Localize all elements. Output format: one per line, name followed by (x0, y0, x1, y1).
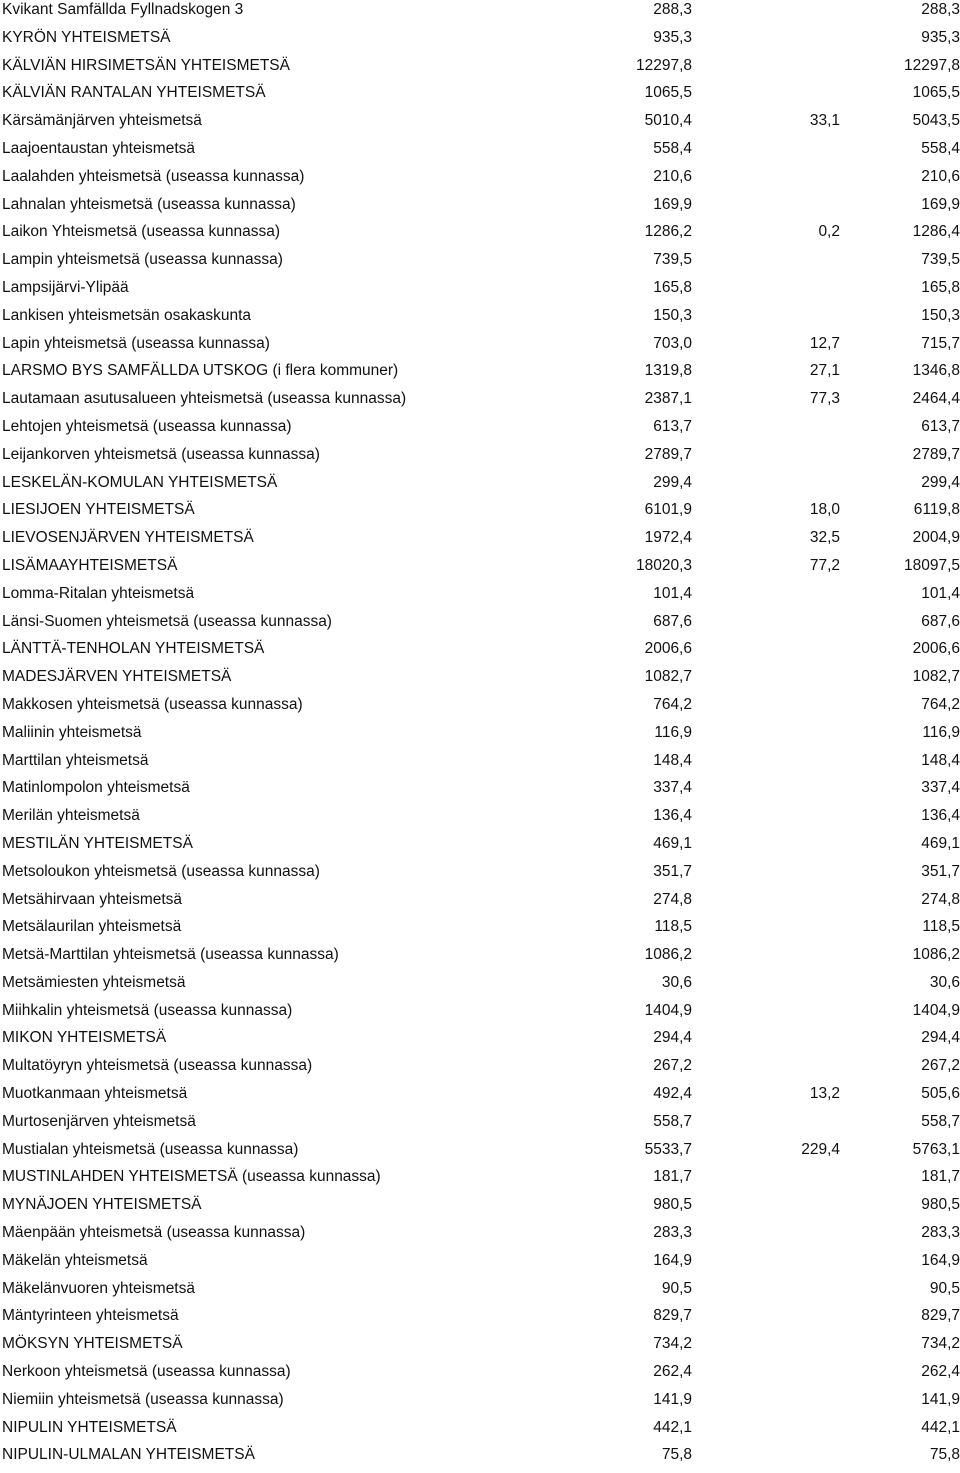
row-value-1: 1286,2 (644, 223, 692, 241)
table-row (0, 306, 960, 334)
row-total: 274,8 (921, 890, 960, 908)
row-name: MADESJÄRVEN YHTEISMETSÄ (2, 668, 232, 686)
row-total: 558,4 (921, 139, 960, 157)
row-value-1: 1082,7 (644, 668, 692, 686)
table-row (0, 862, 960, 890)
row-total: 5043,5 (912, 112, 960, 130)
table-row (0, 584, 960, 612)
row-value-1: 351,7 (653, 862, 692, 880)
row-name: NIPULIN YHTEISMETSÄ (2, 1418, 177, 1436)
row-name: LARSMO BYS SAMFÄLLDA UTSKOG (i flera kommuner) (2, 362, 399, 380)
row-value-1: 141,9 (653, 1390, 692, 1408)
table-row (0, 945, 960, 973)
row-value-1: 734,2 (653, 1335, 692, 1353)
table-row (0, 500, 960, 528)
table-row (0, 778, 960, 806)
row-name: LESKELÄN-KOMULAN YHTEISMETSÄ (2, 473, 278, 491)
row-value-1: 30,6 (661, 973, 692, 991)
table-row (0, 56, 960, 84)
row-value-1: 5010,4 (644, 112, 692, 130)
table-row (0, 1279, 960, 1307)
row-value-2: 27,1 (809, 362, 840, 380)
row-value-1: 1319,8 (644, 362, 692, 380)
row-name: Metsähirvaan yhteismetsä (2, 890, 183, 908)
row-name: Lampin yhteismetsä (useassa kunnassa) (2, 251, 283, 269)
row-total: 181,7 (921, 1168, 960, 1186)
row-name: Makkosen yhteismetsä (useassa kunnassa) (2, 695, 303, 713)
row-value-1: 442,1 (653, 1418, 692, 1436)
row-value-2: 33,1 (809, 112, 840, 130)
table-row (0, 167, 960, 195)
row-total: 505,6 (921, 1085, 960, 1103)
row-name: Lankisen yhteismetsän osakaskunta (2, 306, 252, 324)
row-value-1: 18020,3 (635, 556, 692, 574)
table-row (0, 1167, 960, 1195)
row-total: 210,6 (921, 167, 960, 185)
table-row (0, 1056, 960, 1084)
row-total: 12297,8 (903, 56, 960, 74)
row-total: 118,5 (922, 918, 960, 936)
table-row (0, 1251, 960, 1279)
table-row (0, 473, 960, 501)
row-total: 734,2 (921, 1335, 960, 1353)
row-value-2: 77,3 (809, 390, 840, 408)
row-value-1: 274,8 (653, 890, 692, 908)
row-value-1: 5533,7 (644, 1140, 692, 1158)
row-value-1: 1972,4 (644, 529, 692, 547)
row-name: NIPULIN-ULMALAN YHTEISMETSÄ (2, 1446, 255, 1464)
table-row (0, 278, 960, 306)
row-total: 442,1 (921, 1418, 960, 1436)
row-name: Mäkelänvuoren yhteismetsä (2, 1279, 195, 1297)
table-row (0, 1112, 960, 1140)
row-value-1: 181,7 (653, 1168, 692, 1186)
row-value-1: 558,7 (653, 1112, 692, 1130)
row-name: Mäkelän yhteismetsä (2, 1251, 148, 1269)
table-row (0, 139, 960, 167)
row-total: 469,1 (921, 834, 960, 852)
row-name: Lampsijärvi-Ylipää (2, 278, 129, 296)
row-name: KÄLVIÄN HIRSIMETSÄN YHTEISMETSÄ (2, 56, 290, 74)
row-value-1: 935,3 (653, 28, 692, 46)
row-name: Mustialan yhteismetsä (useassa kunnassa) (2, 1140, 299, 1158)
row-name: LIESIJOEN YHTEISMETSÄ (2, 501, 195, 519)
row-name: Kärsämänjärven yhteismetsä (2, 112, 202, 130)
row-total: 116,9 (922, 723, 960, 741)
row-total: 337,4 (921, 779, 960, 797)
row-value-1: 687,6 (653, 612, 692, 630)
row-name: Länsi-Suomen yhteismetsä (useassa kunnassa) (2, 612, 332, 630)
row-value-2: 229,4 (801, 1140, 840, 1158)
table-row (0, 1445, 960, 1473)
row-total: 299,4 (921, 473, 960, 491)
row-total: 5763,1 (912, 1140, 960, 1158)
table-row (0, 639, 960, 667)
row-value-1: 288,3 (653, 1, 692, 18)
table-row (0, 1084, 960, 1112)
row-name: MESTILÄN YHTEISMETSÄ (2, 834, 193, 852)
row-total: 613,7 (921, 417, 960, 435)
table-row (0, 806, 960, 834)
row-value-1: 829,7 (653, 1307, 692, 1325)
row-value-1: 980,5 (653, 1196, 692, 1214)
row-value-1: 558,4 (653, 139, 692, 157)
row-name: Maliinin yhteismetsä (2, 723, 142, 741)
row-name: Mäenpään yhteismetsä (useassa kunnassa) (2, 1224, 306, 1242)
row-value-1: 150,3 (653, 306, 692, 324)
row-value-1: 1404,9 (644, 1001, 692, 1019)
row-total: 351,7 (921, 862, 960, 880)
row-value-1: 12297,8 (635, 56, 692, 74)
table-row (0, 111, 960, 139)
table-row (0, 1390, 960, 1418)
row-total: 30,6 (929, 973, 960, 991)
row-value-1: 267,2 (653, 1057, 692, 1075)
row-total: 141,9 (921, 1390, 960, 1408)
row-total: 6119,8 (913, 501, 960, 519)
row-value-1: 136,4 (653, 807, 692, 825)
row-value-1: 492,4 (653, 1085, 692, 1103)
table-row (0, 1306, 960, 1334)
row-name: Lapin yhteismetsä (useassa kunnassa) (2, 334, 270, 352)
row-name: MYNÄJOEN YHTEISMETSÄ (2, 1196, 202, 1214)
row-total: 1404,9 (912, 1001, 960, 1019)
row-name: Murtosenjärven yhteismetsä (2, 1112, 196, 1130)
row-total: 18097,5 (903, 556, 960, 574)
table-row (0, 917, 960, 945)
row-total: 1346,8 (912, 362, 960, 380)
row-total: 136,4 (921, 807, 960, 825)
row-value-2: 12,7 (809, 334, 840, 352)
row-name: Metsä-Marttilan yhteismetsä (useassa kunnassa) (2, 946, 339, 964)
row-value-1: 75,8 (661, 1446, 692, 1464)
row-value-1: 1086,2 (644, 946, 692, 964)
row-name: KÄLVIÄN RANTALAN YHTEISMETSÄ (2, 84, 266, 102)
row-total: 739,5 (921, 251, 960, 269)
row-value-1: 469,1 (653, 834, 692, 852)
row-name: MIKON YHTEISMETSÄ (2, 1029, 167, 1047)
table-row (0, 612, 960, 640)
row-value-1: 90,5 (661, 1279, 692, 1297)
table-row (0, 890, 960, 918)
table-row (0, 667, 960, 695)
row-value-2: 13,2 (809, 1085, 840, 1103)
row-total: 2004,9 (912, 529, 960, 547)
row-value-1: 294,4 (653, 1029, 692, 1047)
row-name: LIEVOSENJÄRVEN YHTEISMETSÄ (2, 529, 254, 547)
row-total: 165,8 (921, 278, 960, 296)
row-total: 935,3 (921, 28, 960, 46)
table-row (0, 334, 960, 362)
row-name: Mäntyrinteen yhteismetsä (2, 1307, 179, 1325)
row-value-1: 2006,6 (644, 640, 692, 658)
row-name: Niemiin yhteismetsä (useassa kunnassa) (2, 1390, 284, 1408)
row-name: Marttilan yhteismetsä (2, 751, 149, 769)
table-row (0, 417, 960, 445)
row-total: 267,2 (921, 1057, 960, 1075)
table-row (0, 361, 960, 389)
row-total: 764,2 (921, 695, 960, 713)
table-row (0, 28, 960, 56)
row-total: 1065,5 (912, 84, 960, 102)
table-row (0, 723, 960, 751)
row-total: 288,3 (921, 1, 960, 18)
row-value-1: 148,4 (653, 751, 692, 769)
row-total: 829,7 (921, 1307, 960, 1325)
row-value-1: 2789,7 (644, 445, 692, 463)
table-row (0, 1001, 960, 1029)
row-total: 150,3 (921, 306, 960, 324)
row-name: Laajoentaustan yhteismetsä (2, 139, 196, 157)
row-total: 75,8 (929, 1446, 960, 1464)
row-name: Lehtojen yhteismetsä (useassa kunnassa) (2, 417, 292, 435)
row-value-1: 1065,5 (644, 84, 692, 102)
row-name: Lahnalan yhteismetsä (useassa kunnassa) (2, 195, 296, 213)
row-total: 980,5 (921, 1196, 960, 1214)
row-name: Muotkanmaan yhteismetsä (2, 1085, 188, 1103)
row-name: Metsoloukon yhteismetsä (useassa kunnassa) (2, 862, 320, 880)
row-name: Metsälaurilan yhteismetsä (2, 918, 182, 936)
row-name: KYRÖN YHTEISMETSÄ (2, 28, 171, 46)
row-total: 558,7 (921, 1112, 960, 1130)
row-name: Lautamaan asutusalueen yhteismetsä (useassa kunnassa) (2, 390, 407, 408)
table-row (0, 556, 960, 584)
table-row (0, 751, 960, 779)
row-total: 1286,4 (912, 223, 960, 241)
row-name: Laikon Yhteismetsä (useassa kunnassa) (2, 223, 281, 241)
row-name: Miihkalin yhteismetsä (useassa kunnassa) (2, 1001, 293, 1019)
row-value-1: 6101,9 (644, 501, 692, 519)
row-value-1: 299,4 (653, 473, 692, 491)
row-value-1: 283,3 (653, 1224, 692, 1242)
row-total: 1086,2 (912, 946, 960, 964)
row-value-1: 101,4 (653, 584, 692, 602)
table-row (0, 1223, 960, 1251)
row-value-2: 18,0 (809, 501, 840, 519)
row-value-1: 164,9 (653, 1251, 692, 1269)
row-value-1: 613,7 (653, 417, 692, 435)
table-row (0, 222, 960, 250)
table-row (0, 1195, 960, 1223)
row-name: Metsämiesten yhteismetsä (2, 973, 186, 991)
row-total: 687,6 (921, 612, 960, 630)
row-value-2: 77,2 (809, 556, 840, 574)
row-value-1: 116,9 (654, 723, 692, 741)
row-total: 283,3 (921, 1224, 960, 1242)
row-total: 2006,6 (912, 640, 960, 658)
table-row (0, 695, 960, 723)
row-value-1: 262,4 (653, 1363, 692, 1381)
table-row (0, 195, 960, 223)
row-total: 101,4 (921, 584, 960, 602)
row-total: 2789,7 (912, 445, 960, 463)
row-name: Nerkoon yhteismetsä (useassa kunnassa) (2, 1363, 291, 1381)
row-total: 2464,4 (912, 390, 960, 408)
table-row (0, 389, 960, 417)
row-name: Laalahden yhteismetsä (useassa kunnassa) (2, 167, 305, 185)
row-total: 1082,7 (912, 668, 960, 686)
row-value-1: 337,4 (653, 779, 692, 797)
row-value-1: 118,5 (654, 918, 692, 936)
row-total: 169,9 (921, 195, 960, 213)
row-name: Matinlompolon yhteismetsä (2, 779, 190, 797)
row-value-1: 210,6 (653, 167, 692, 185)
row-total: 294,4 (921, 1029, 960, 1047)
row-value-1: 169,9 (653, 195, 692, 213)
table-row (0, 0, 960, 28)
row-value-1: 2387,1 (644, 390, 692, 408)
row-total: 90,5 (929, 1279, 960, 1297)
table-row (0, 1140, 960, 1168)
table-row (0, 1418, 960, 1446)
table-row (0, 1362, 960, 1390)
row-name: Multatöyryn yhteismetsä (useassa kunnassa) (2, 1057, 313, 1075)
row-value-2: 0,2 (818, 223, 840, 241)
row-name: MUSTINLAHDEN YHTEISMETSÄ (useassa kunnassa) (2, 1168, 381, 1186)
row-value-1: 764,2 (653, 695, 692, 713)
table-row (0, 83, 960, 111)
row-total: 164,9 (921, 1251, 960, 1269)
table-row (0, 528, 960, 556)
row-name: LÄNTTÄ-TENHOLAN YHTEISMETSÄ (2, 640, 265, 658)
row-name: LISÄMAAYHTEISMETSÄ (2, 556, 178, 574)
row-name: Lomma-Ritalan yhteismetsä (2, 584, 195, 602)
row-value-1: 165,8 (653, 278, 692, 296)
table-row (0, 445, 960, 473)
row-total: 148,4 (921, 751, 960, 769)
table-row (0, 834, 960, 862)
row-value-1: 739,5 (653, 251, 692, 269)
table-row (0, 1028, 960, 1056)
row-value-2: 32,5 (809, 529, 840, 547)
row-value-1: 703,0 (653, 334, 692, 352)
row-name: Merilän yhteismetsä (2, 807, 140, 825)
row-name: MÖKSYN YHTEISMETSÄ (2, 1335, 183, 1353)
row-name: Kvikant Samfällda Fyllnadskogen 3 (2, 1, 244, 18)
table-row (0, 1334, 960, 1362)
row-name: Leijankorven yhteismetsä (useassa kunnassa) (2, 445, 320, 463)
row-total: 715,7 (921, 334, 960, 352)
table-row (0, 973, 960, 1001)
row-total: 262,4 (921, 1363, 960, 1381)
table-row (0, 250, 960, 278)
